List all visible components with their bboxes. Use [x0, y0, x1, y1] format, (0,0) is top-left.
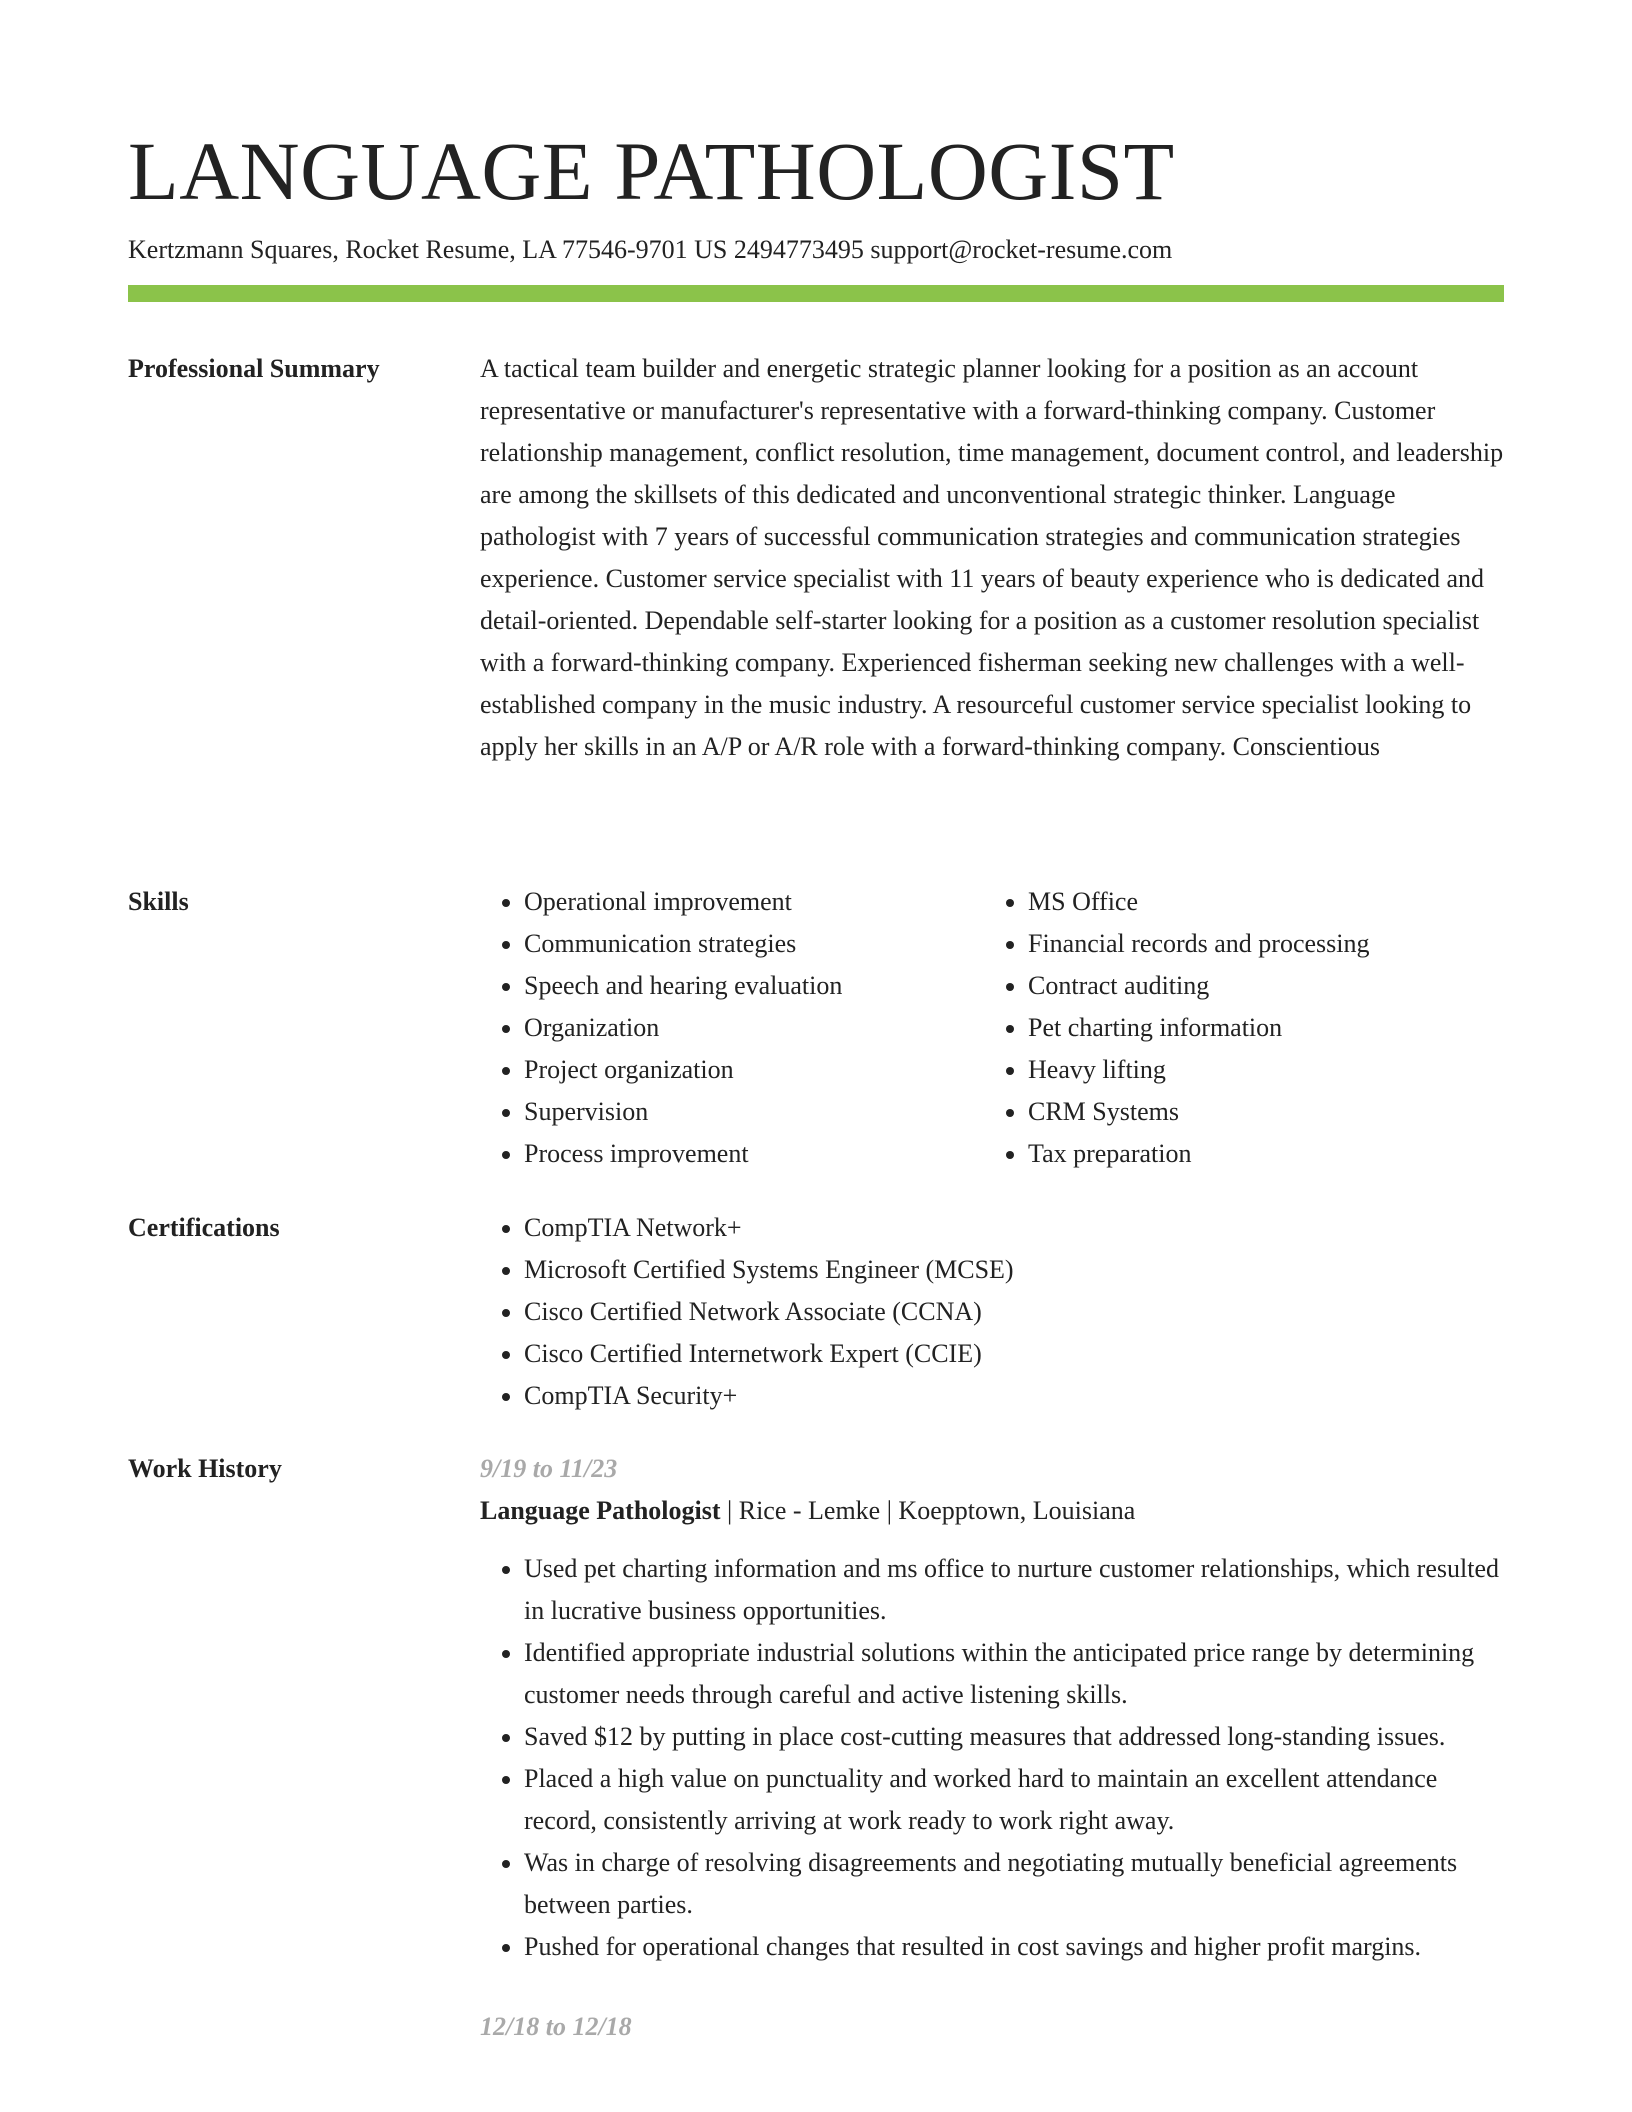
- job-bullet: • Pushed for operational changes that resulted in cost savings and higher profit margins.: [524, 1926, 1504, 1968]
- job-dates: 12/18 to 12/18: [480, 2012, 632, 2041]
- contact-info: Kertzmann Squares, Rocket Resume, LA 77546-9701 US 2494773495 support@rocket-resume.com: [128, 235, 1173, 264]
- skills-column-right: [984, 881, 1488, 1175]
- skill-item: • Pet charting information: [1028, 1007, 1488, 1049]
- job-bullet: • Saved $12 by putting in place cost-cutting measures that addressed long-standing issues.: [524, 1716, 1504, 1758]
- skills-column-left: [480, 881, 984, 1175]
- skill-item: • Contract auditing: [1028, 965, 1488, 1007]
- job-dates: 9/19 to 11/23: [480, 1454, 618, 1483]
- summary-text: A tactical team builder and energetic strategic planner looking for a position as an account representative or manufacturer's representative with a forward-thinking company. Customer relationship management, conflict resolution, time management, document control, and leadership are among the skillsets of this dedicated and unconventional strategic thinker. Language pathologist with 7 years of successful communication strategies and communication strategies experience. Customer service specialist with 11 years of beauty experience who is dedicated and detail-oriented. Dependable self-starter looking for a position as a customer resolution specialist with a forward-thinking company. Experienced fisherman seeking new challenges with a well-established company in the music industry. A resourceful customer service specialist looking to apply her skills in an A/P or A/R role with a forward-thinking company. Conscientious: [480, 354, 1504, 761]
- certification-item: • Microsoft Certified Systems Engineer (MCSE): [524, 1249, 1504, 1291]
- skill-item: • CRM Systems: [1028, 1091, 1488, 1133]
- skill-item: • Communication strategies: [524, 923, 984, 965]
- skills-list-right: [984, 881, 1488, 1175]
- job-bullet: • Was in charge of resolving disagreements and negotiating mutually beneficial agreements between parties.: [524, 1842, 1504, 1926]
- summary-heading: Professional Summary: [128, 354, 380, 383]
- certifications-body: [480, 1207, 1504, 1417]
- certification-item: • Cisco Certified Internetwork Expert (CCIE): [524, 1333, 1504, 1375]
- certifications-heading: Certifications: [128, 1213, 280, 1242]
- skill-item: • Supervision: [524, 1091, 984, 1133]
- resume-title: LANGUAGE PATHOLOGIST: [128, 125, 1175, 217]
- job-employer-location: | Rice - Lemke | Koepptown, Louisiana: [720, 1496, 1136, 1525]
- skill-item: • Project organization: [524, 1049, 984, 1091]
- job-title: Language Pathologist: [480, 1496, 721, 1525]
- skills-heading: Skills: [128, 887, 189, 916]
- work-history-heading: Work History: [128, 1454, 282, 1483]
- header-divider: [128, 285, 1504, 302]
- job-bullet: • Used pet charting information and ms office to nurture customer relationships, which resulted in lucrative business opportunities.: [524, 1548, 1504, 1632]
- certification-item: • CompTIA Security+: [524, 1375, 1504, 1417]
- summary-body: [480, 348, 1504, 768]
- skills-body: [480, 881, 1504, 1175]
- skills-list-left: [480, 881, 984, 1175]
- job-entry: [480, 2006, 1504, 2048]
- skill-item: • Heavy lifting: [1028, 1049, 1488, 1091]
- certifications-list: [480, 1207, 1504, 1417]
- skill-item: • Operational improvement: [524, 881, 984, 923]
- job-bullet: • Placed a high value on punctuality and worked hard to maintain an excellent attendance record, consistently arriving at work ready to work right away.: [524, 1758, 1504, 1842]
- skill-item: • Process improvement: [524, 1133, 984, 1175]
- job-entry: [480, 1448, 1504, 1968]
- certification-item: • CompTIA Network+: [524, 1207, 1504, 1249]
- job-bullet: • Identified appropriate industrial solutions within the anticipated price range by determining customer needs through careful and active listening skills.: [524, 1632, 1504, 1716]
- skill-item: • Speech and hearing evaluation: [524, 965, 984, 1007]
- skill-item: • Financial records and processing: [1028, 923, 1488, 965]
- skill-item: • MS Office: [1028, 881, 1488, 923]
- certification-item: • Cisco Certified Network Associate (CCNA): [524, 1291, 1504, 1333]
- job-heading: [480, 1490, 1504, 1532]
- skill-item: • Organization: [524, 1007, 984, 1049]
- work-history-body: [480, 1448, 1504, 2048]
- skill-item: • Tax preparation: [1028, 1133, 1488, 1175]
- job-bullets: [480, 1548, 1504, 1968]
